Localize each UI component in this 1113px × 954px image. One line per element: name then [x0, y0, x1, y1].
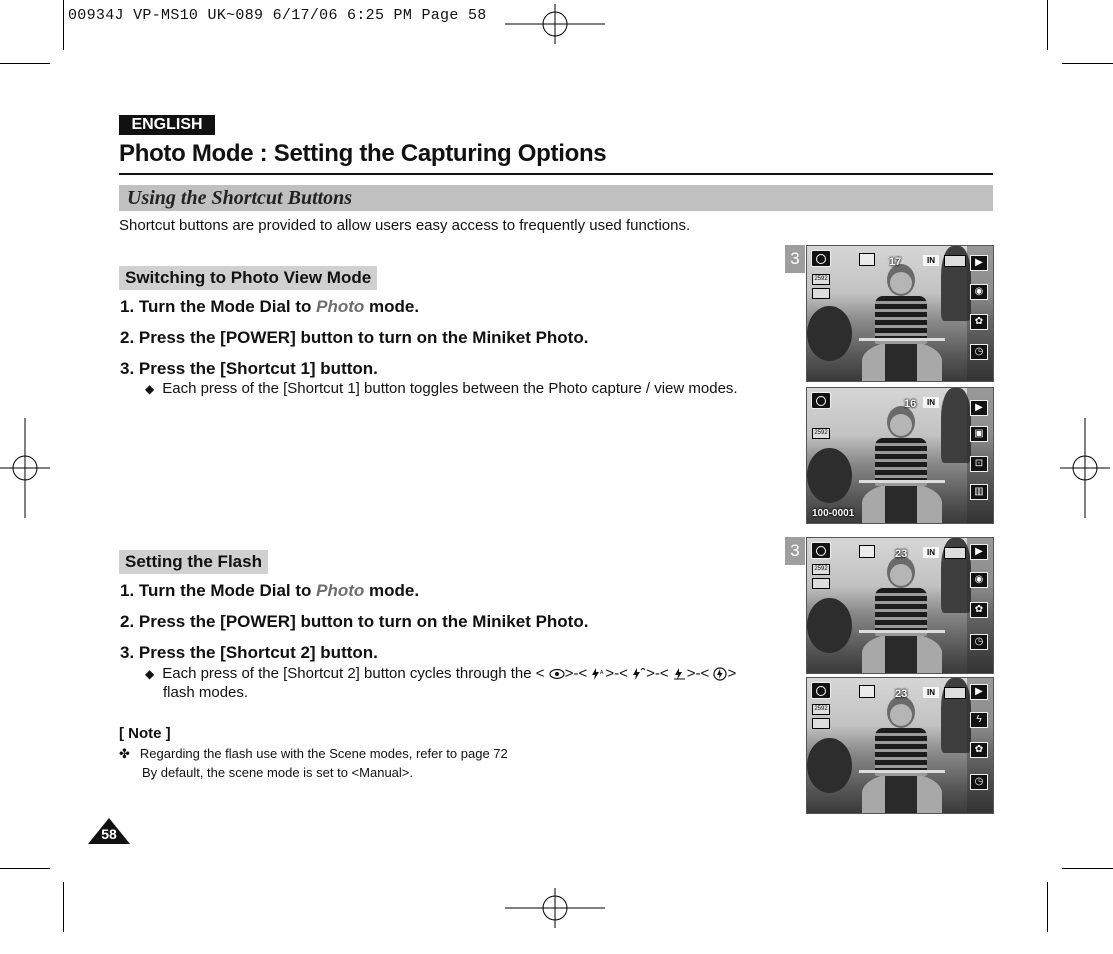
resolution-icon: 2592 [812, 428, 830, 439]
crop-mark [63, 882, 64, 932]
crop-mark [63, 0, 64, 50]
crop-mark [1062, 868, 1113, 869]
shot-count: 23 [895, 688, 908, 700]
step-text: Turn the Mode Dial to [138, 297, 317, 316]
bush-shape [807, 598, 852, 653]
child-figure [875, 264, 927, 381]
step-italic: Photo [316, 297, 365, 316]
camera-screen [806, 677, 994, 814]
step-number: 1. [120, 581, 135, 600]
bullet-continuation: flash modes. [163, 684, 249, 701]
file-number: 100-0001 [812, 508, 855, 519]
step-text: Turn the Mode Dial to [138, 581, 317, 600]
page-number: 58 [101, 826, 117, 842]
memory-in-icon: IN [923, 255, 939, 266]
note-text: Regarding the flash use with the Scene modes, refer to page 72 [139, 746, 508, 761]
play-icon: ▶ [970, 684, 988, 700]
battery-icon [944, 255, 966, 267]
macro-icon: ✿ [970, 742, 988, 758]
flash-sep: >-< [564, 665, 588, 682]
subheading-photo-view: Switching to Photo View Mode [119, 266, 377, 290]
play-icon: ▶ [970, 255, 988, 271]
note-item [119, 746, 508, 762]
play-icon: ▶ [970, 544, 988, 560]
step-text: Press the [Shortcut 1] button. [138, 359, 378, 378]
step-text: mode. [364, 581, 420, 600]
registration-mark-left [0, 418, 50, 518]
bush-shape [807, 738, 852, 793]
battery-icon [944, 547, 966, 559]
step-item [120, 581, 419, 601]
step-item [120, 328, 588, 348]
memory-in-icon: IN [923, 547, 939, 558]
resolution-icon: 2592 [812, 704, 830, 715]
registration-mark-top [505, 4, 605, 44]
camera-screen [806, 387, 994, 524]
diamond-icon: ◆ [145, 667, 155, 681]
note-heading: [ Note ] [119, 725, 171, 742]
bush-shape [807, 448, 852, 503]
step-text: Press the [POWER] button to turn on the Miniket Photo. [138, 328, 589, 347]
slideshow-icon: ▣ [970, 426, 988, 442]
memory-in-icon: IN [923, 687, 939, 698]
title-divider [119, 173, 993, 175]
quality-icon [812, 718, 830, 729]
crop-mark [0, 868, 50, 869]
camera-icon [811, 250, 831, 267]
camera-icon [811, 682, 831, 699]
step-item [120, 612, 588, 632]
step-number: 2. [120, 328, 135, 347]
step-number: 1. [120, 297, 135, 316]
step-item [120, 643, 378, 663]
camera-icon [811, 392, 831, 409]
flash-icon: ϟ [970, 712, 988, 728]
section-title: Using the Shortcut Buttons [127, 187, 353, 209]
slow-sync-icon [673, 668, 687, 680]
eye-icon: ◉ [970, 284, 988, 300]
step-number: 3. [120, 359, 135, 378]
rail-shape [859, 630, 945, 633]
crop-mark [1047, 0, 1048, 50]
fill-flash-icon [632, 668, 646, 680]
timer-icon: ◷ [970, 774, 988, 790]
step-item [120, 297, 419, 317]
play-icon: ▶ [970, 400, 988, 416]
diamond-icon: ◆ [145, 382, 155, 396]
bullet-text: Each press of the [Shortcut 2] button cycles through the < [162, 665, 545, 682]
macro-icon: ✿ [970, 314, 988, 330]
step-tag: 3 [785, 245, 805, 273]
cross-icon: ✤ [119, 746, 130, 761]
battery-icon [944, 687, 966, 699]
crop-mark [0, 63, 50, 64]
step-italic: Photo [316, 581, 365, 600]
svg-text:A: A [600, 670, 604, 677]
crop-mark [1047, 882, 1048, 932]
intro-text: Shortcut buttons are provided to allow users easy access to frequently used functions. [119, 217, 691, 234]
focus-icon [859, 545, 875, 558]
shot-count: 17 [889, 256, 902, 268]
flash-end: > [727, 665, 737, 682]
registration-mark-right [1060, 418, 1110, 518]
child-figure [875, 406, 927, 523]
flash-sep: >-< [605, 665, 628, 682]
focus-icon [859, 253, 875, 266]
registration-mark-bottom [505, 888, 605, 928]
quality-icon [812, 578, 830, 589]
flash-off-icon [713, 667, 727, 681]
crop-mark [1062, 63, 1113, 64]
page-title: Photo Mode : Setting the Capturing Options [119, 140, 607, 167]
timer-icon: ◷ [970, 634, 988, 650]
shot-count: 16 [904, 398, 917, 410]
flash-sep: >-< [646, 665, 669, 682]
auto-flash-icon [591, 668, 605, 680]
timer-icon: ◷ [970, 344, 988, 360]
focus-icon [859, 685, 875, 698]
resolution-icon: 2592 [812, 274, 830, 285]
rail-shape [859, 480, 945, 483]
eye-icon: ◉ [970, 572, 988, 588]
page-number-badge [88, 818, 130, 844]
delete-icon: ▥ [970, 484, 988, 500]
child-figure [875, 556, 927, 673]
quality-icon [812, 288, 830, 299]
camera-screen [806, 245, 994, 382]
step-text: Press the [Shortcut 2] button. [138, 643, 378, 662]
bullet-item [145, 665, 736, 682]
note-text-2: By default, the scene mode is set to <Manual>. [142, 765, 413, 780]
step-text: mode. [364, 297, 420, 316]
bullet-text: Each press of the [Shortcut 1] button toggles between the Photo capture / view modes. [162, 380, 738, 397]
step-number: 2. [120, 612, 135, 631]
rail-shape [859, 338, 945, 341]
flash-sep: >-< [686, 665, 710, 682]
camera-screen [806, 537, 994, 674]
step-text: Press the [POWER] button to turn on the Miniket Photo. [138, 612, 589, 631]
rail-shape [859, 770, 945, 773]
child-figure [875, 696, 927, 813]
protect-icon: ⊡ [970, 456, 988, 472]
red-eye-icon [549, 668, 565, 680]
subheading-flash: Setting the Flash [119, 550, 268, 574]
step-item [120, 359, 378, 379]
language-badge: ENGLISH [119, 115, 215, 135]
bush-shape [807, 306, 852, 361]
step-tag: 3 [785, 537, 805, 565]
camera-icon [811, 542, 831, 559]
shot-count: 23 [895, 548, 908, 560]
resolution-icon: 2592 [812, 564, 830, 575]
memory-in-icon: IN [923, 397, 939, 408]
macro-icon: ✿ [970, 602, 988, 618]
print-header: 00934J VP-MS10 UK~089 6/17/06 6:25 PM Page 58 [68, 7, 487, 24]
step-number: 3. [120, 643, 135, 662]
bullet-item [145, 380, 738, 397]
